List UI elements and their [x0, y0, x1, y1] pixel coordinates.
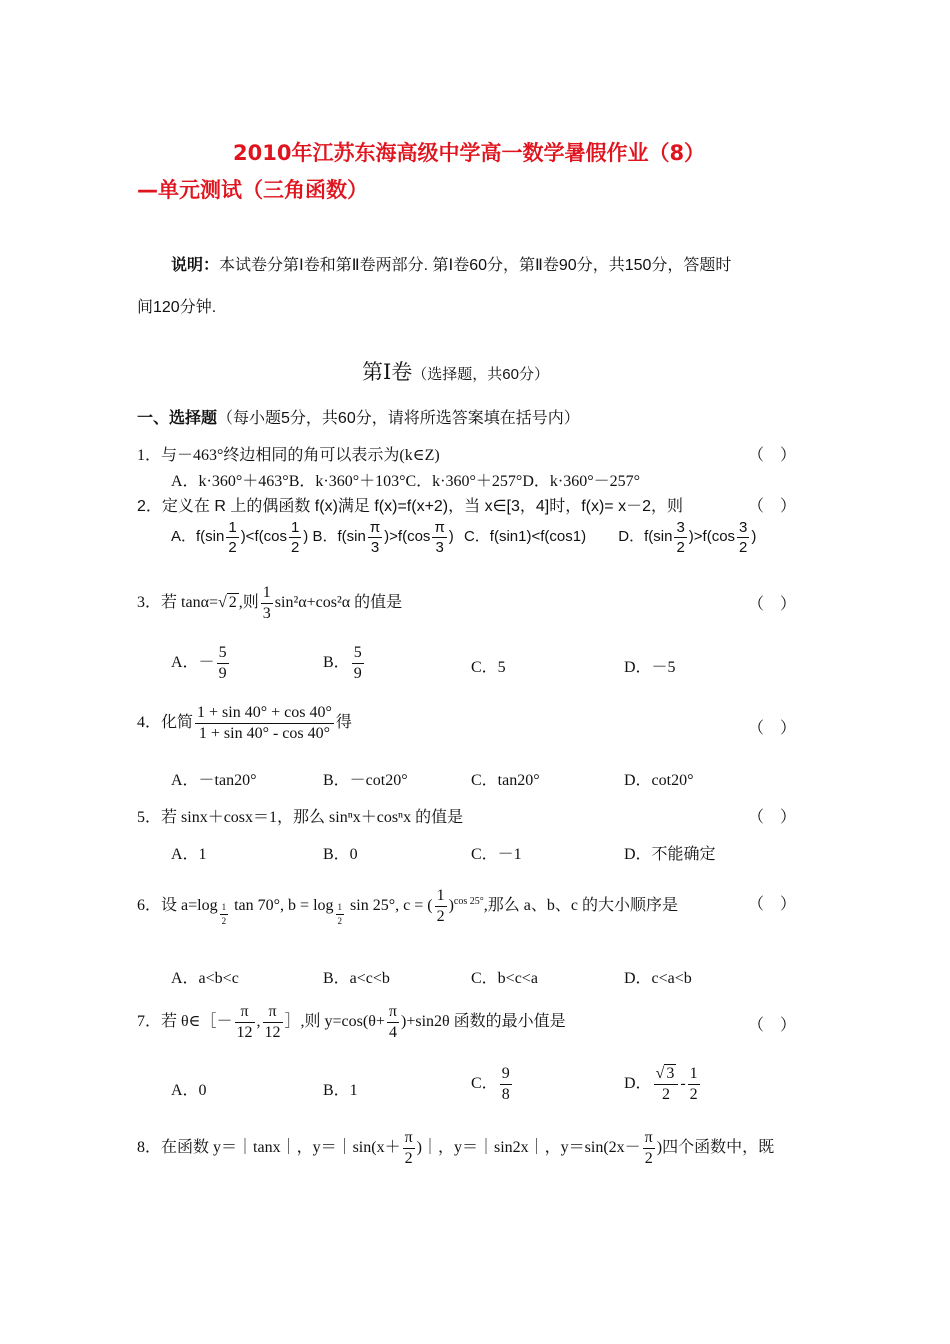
frac-num: π	[263, 1004, 283, 1023]
frac-num: π	[235, 1004, 255, 1023]
intro-text-1: 本试卷分第Ⅰ卷和第Ⅱ卷两部分. 第Ⅰ卷60分，第Ⅱ卷90分，共150分，答题时	[219, 257, 732, 274]
question-3-option-c[interactable]: C．5	[471, 659, 506, 676]
question-7-option-c[interactable]	[471, 1066, 514, 1103]
fraction	[352, 645, 364, 682]
option-text: )<f(cos	[240, 528, 287, 546]
frac-num: 3	[676, 519, 685, 536]
question-8-stem	[137, 1130, 774, 1167]
question-4-option-b[interactable]: B．－cot20°	[323, 772, 408, 789]
question-5-option-d[interactable]: D．不能确定	[624, 846, 716, 863]
question-number: 3．	[137, 594, 162, 612]
question-2-stem	[137, 493, 683, 516]
part-title-main: 一、选择题	[137, 410, 218, 427]
frac-den: 8	[501, 1086, 510, 1103]
answer-blank-1[interactable]: （ ）	[748, 447, 797, 464]
frac-den: 2	[676, 539, 685, 556]
question-4-stem	[137, 705, 352, 742]
question-text: 得	[335, 714, 352, 732]
question-text: 定义在 R 上的偶函数 f(x)满足 f(x)=f(x+2)，当 x∈[3，4]时，f(x)= x－2，则	[161, 498, 683, 515]
exponent: cos 25°	[453, 895, 484, 907]
frac-num: π	[369, 519, 381, 536]
option-text: A．f(sin	[171, 528, 225, 546]
fraction	[403, 1130, 415, 1167]
question-4-option-c[interactable]: C．tan20°	[471, 772, 540, 789]
option-a[interactable]	[171, 519, 309, 556]
intro-label: 说明：	[171, 257, 220, 274]
question-text: 与－463°终边相同的角可以表示为(k∈Z)	[161, 447, 440, 464]
frac-num: π	[434, 519, 445, 536]
question-3-option-a[interactable]	[171, 645, 231, 682]
question-5-option-a[interactable]: A．1	[171, 846, 207, 863]
question-number: 7．	[137, 1013, 162, 1031]
section-heading-note: （选择题，共60分）	[412, 366, 549, 383]
option-b[interactable]	[312, 519, 454, 556]
question-7-stem	[137, 1004, 566, 1041]
frac-num: √ 3	[654, 1066, 679, 1085]
section-heading-main: 第Ⅰ卷	[362, 360, 413, 384]
answer-blank-3[interactable]: （ ）	[748, 596, 797, 613]
fraction	[235, 1004, 255, 1041]
question-text: )四个函数中，既	[656, 1139, 775, 1157]
frac-num: 5	[217, 645, 229, 664]
page-title-line2: —单元测试（三角函数）	[137, 178, 368, 202]
frac-den: 3	[370, 539, 380, 556]
frac-den: 9	[353, 665, 362, 682]
question-text: )+sin2θ 函数的最小值是	[400, 1013, 566, 1031]
log-base	[220, 903, 229, 926]
option-c[interactable]: C．k·360°＋257°	[405, 473, 523, 490]
question-3-stem: 3．若 tanα=√ 2 ,则 $\frac{1}{3}$ sin²α+cos²α 的值是	[137, 584, 403, 622]
question-1-stem	[137, 442, 440, 465]
question-6-stem: 6．设 a=log $\frac{1}{2}$ tan 70°, b = log $\frac{1}{2}$ sin 25°, c = ( $\frac{1}{2}$ )$^{cos 25^\circ}$,那么 a、b、c 的大小顺序是	[137, 887, 678, 927]
answer-blank-2[interactable]: （ ）	[748, 498, 797, 515]
fraction	[217, 645, 229, 682]
frac-den: 2	[436, 908, 445, 925]
option-a[interactable]: A．k·360°＋463°	[171, 473, 289, 490]
part-title-note: （每小题5分，共60分，请将所选答案填在括号内）	[217, 410, 580, 427]
question-text: 设 a=	[161, 897, 198, 915]
frac-num: 1	[261, 585, 273, 604]
math-text: -	[680, 1075, 686, 1093]
frac-num: π	[387, 1004, 399, 1023]
question-5-option-c[interactable]: C．－1	[471, 846, 522, 863]
fraction	[432, 520, 446, 555]
sqrt-value: 3	[666, 1065, 675, 1082]
question-number: 6．	[137, 897, 162, 915]
question-text: 若 sinx＋cosx＝1，那么 sinⁿx＋cosⁿx 的值是	[161, 809, 464, 826]
fraction	[263, 1004, 283, 1041]
frac-num: 1	[290, 519, 300, 536]
intro-line1	[171, 252, 731, 275]
question-text: 若 θ∈［－	[161, 1013, 233, 1031]
frac-num: 5	[352, 645, 364, 664]
question-6-option-d[interactable]: D．c<a<b	[624, 970, 692, 987]
question-text: )｜，y＝｜sin2x｜，y＝sin(2x－	[416, 1139, 641, 1157]
question-1-options	[171, 468, 640, 491]
fraction	[387, 1004, 399, 1041]
option-text: )	[303, 528, 309, 546]
fraction	[368, 520, 382, 555]
question-text: 在函数 y＝｜tanx｜，y＝｜sin(x＋	[161, 1139, 401, 1157]
question-text: ,	[256, 1013, 261, 1031]
frac-den: 2	[337, 916, 343, 927]
option-text: B．	[323, 654, 350, 672]
option-c[interactable]: C．f(sin1)<f(cos1)	[463, 528, 587, 546]
frac-den: 2	[221, 916, 227, 927]
section-heading	[362, 356, 549, 386]
frac-den: 2	[661, 1086, 670, 1103]
question-7-option-d[interactable]	[624, 1066, 702, 1103]
math-text: tan 70°, b = log	[234, 897, 334, 915]
option-text: B．f(sin	[312, 528, 366, 546]
fraction	[688, 1066, 700, 1103]
option-b[interactable]: B．k·360°＋103°	[288, 473, 406, 490]
frac-num: 3	[739, 519, 748, 536]
frac-den: 3	[262, 605, 271, 622]
sqrt-value: 2	[228, 594, 237, 612]
question-text: ,那么 a、b、c 的大小顺序是	[483, 897, 678, 915]
frac-num: 1 + sin 40° + cos 40°	[195, 705, 334, 724]
option-text: C．	[471, 1075, 498, 1093]
fraction	[500, 1066, 512, 1103]
frac-den: 12	[236, 1024, 253, 1041]
question-7-option-a[interactable]: A．0	[171, 1082, 207, 1099]
frac-den: 3	[435, 539, 444, 556]
frac-num: 1	[228, 519, 237, 536]
frac-den: 2	[644, 1150, 653, 1167]
intro-line2: 间120分钟.	[137, 299, 217, 316]
option-text: D．	[624, 1075, 652, 1093]
frac-num: π	[403, 1130, 415, 1149]
log-base	[336, 903, 345, 926]
option-text: D．f(sin	[618, 528, 673, 546]
page-title-line1: 2010年江苏东海高级中学高一数学暑假作业（8）	[233, 141, 706, 165]
question-text: 若 tanα=	[161, 594, 218, 612]
question-4-option-a[interactable]: A．－tan20°	[171, 772, 257, 789]
fraction	[435, 888, 447, 925]
frac-num: 1	[435, 888, 447, 907]
question-6-option-a[interactable]: A．a<b<c	[171, 970, 239, 987]
question-6-option-c[interactable]: C．b<c<a	[471, 970, 538, 987]
question-text: ,则	[238, 594, 259, 612]
option-d[interactable]	[618, 519, 757, 556]
frac-den: 2	[228, 539, 237, 556]
option-text: A．－	[171, 654, 215, 672]
fraction	[643, 1130, 655, 1167]
question-4-option-d[interactable]: D．cot20°	[624, 772, 694, 789]
fraction	[737, 520, 749, 555]
frac-den: 2	[404, 1150, 413, 1167]
question-number: 5．	[137, 809, 162, 826]
option-text: )>f(cos	[688, 528, 736, 546]
question-text: sin²α+cos²α 的值是	[274, 594, 403, 612]
question-3-option-d[interactable]: D．－5	[624, 659, 676, 676]
option-text: )>f(cos	[384, 528, 431, 546]
frac-den: 12	[264, 1024, 281, 1041]
question-number: 2．	[137, 498, 162, 515]
question-number: 8．	[137, 1139, 162, 1157]
answer-blank-7[interactable]: （ ）	[748, 1017, 797, 1034]
frac-num: π	[643, 1130, 655, 1149]
fraction	[195, 705, 334, 742]
frac-den: 2	[739, 539, 748, 556]
question-2-options	[171, 520, 756, 555]
frac-num: 1	[688, 1066, 700, 1085]
frac-den: 2	[689, 1086, 698, 1103]
math-text: sin 25°, c = (	[350, 897, 433, 915]
answer-blank-5[interactable]: （ ）	[748, 809, 797, 826]
frac-den: 4	[388, 1024, 397, 1041]
question-text: 化简	[161, 714, 194, 732]
question-text: ］,则 y=cos(θ+	[284, 1013, 385, 1031]
frac-num: 1	[336, 903, 345, 915]
fraction	[654, 1066, 679, 1103]
math-text: log	[197, 897, 218, 915]
part-title	[137, 405, 580, 428]
question-5-stem	[137, 804, 463, 827]
fraction	[226, 520, 238, 555]
frac-num: 1	[220, 903, 229, 915]
answer-blank-6[interactable]: （ ）	[748, 896, 797, 913]
frac-den: 1 + sin 40° - cos 40°	[198, 725, 331, 742]
question-5-option-b[interactable]: B．0	[323, 846, 358, 863]
fraction	[674, 520, 686, 555]
question-number: 4．	[137, 714, 162, 732]
option-text: )	[448, 528, 454, 546]
answer-blank-4[interactable]: （ ）	[748, 720, 797, 737]
fraction	[261, 585, 273, 622]
option-text: )	[751, 528, 757, 546]
frac-den: 9	[218, 665, 227, 682]
frac-num: 9	[500, 1066, 512, 1085]
option-d[interactable]: D．k·360°－257°	[522, 473, 640, 490]
question-3-option-b[interactable]	[323, 645, 366, 682]
frac-den: 2	[290, 539, 300, 556]
question-number: 1．	[137, 447, 162, 464]
question-7-option-b[interactable]: B．1	[323, 1082, 358, 1099]
fraction	[289, 520, 301, 555]
question-6-option-b[interactable]: B．a<c<b	[323, 970, 390, 987]
